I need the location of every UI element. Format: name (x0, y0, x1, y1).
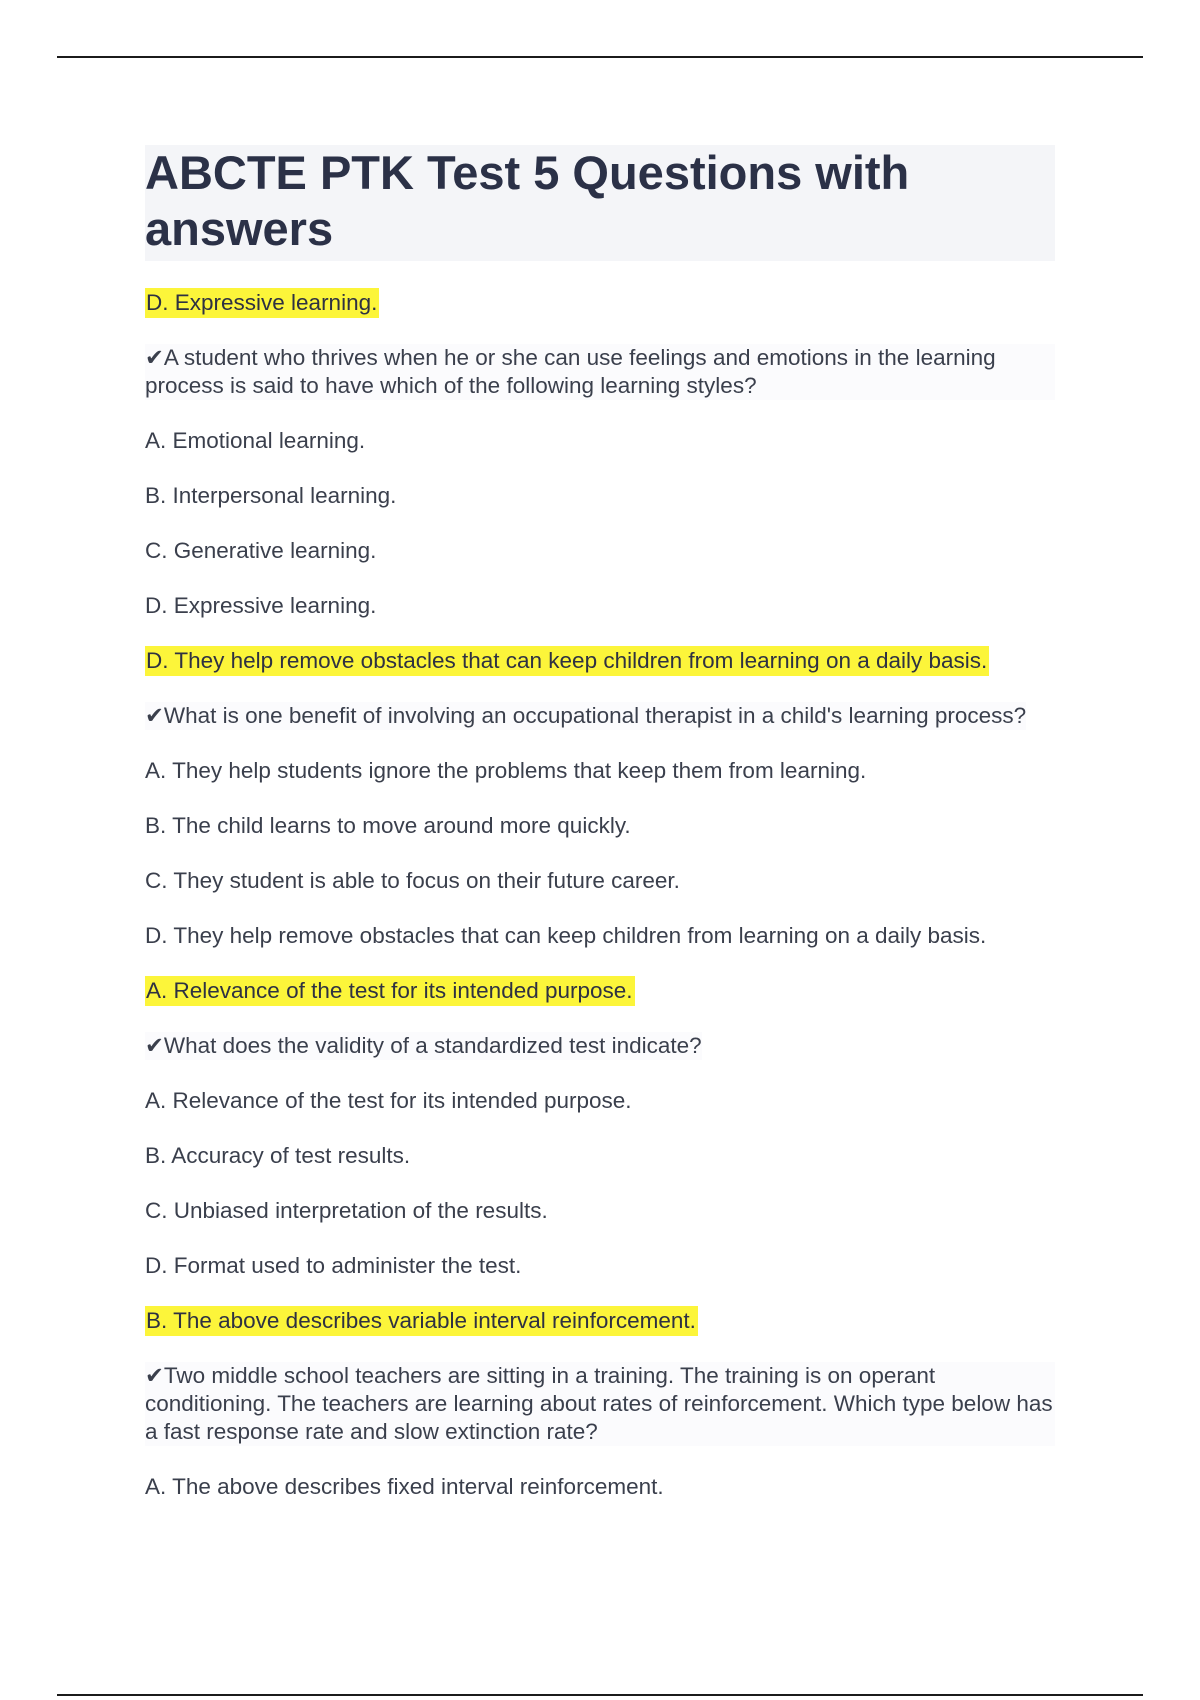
title-box (145, 145, 1055, 261)
answer-option: A. Emotional learning. (145, 428, 366, 453)
highlighted-answer: B. The above describes variable interval reinforcement. (145, 1307, 1055, 1335)
block-list (145, 289, 1059, 1501)
answer-option: A. They help students ignore the problems that keep them from learning. (145, 758, 867, 783)
answer-option: C. Unbiased interpretation of the results. (145, 1198, 548, 1223)
answer-option: C. Generative learning. (145, 538, 377, 563)
question-text: ✔What does the validity of a standardized test indicate? (145, 1033, 702, 1058)
answer-option: D. They help remove obstacles that can keep children from learning on a daily basis. (145, 923, 987, 948)
answer-option: A. The above describes fixed interval reinforcement. (145, 1474, 664, 1499)
answer-option: A. Relevance of the test for its intended purpose. (145, 1088, 632, 1113)
page-title: ABCTE PTK Test 5 Questions with answers (145, 146, 910, 255)
bottom-rule (57, 1694, 1143, 1696)
highlighted-answer: A. Relevance of the test for its intended purpose. (145, 977, 1055, 1005)
answer-option: D. Expressive learning. (145, 593, 377, 618)
highlighted-answer: D. They help remove obstacles that can keep children from learning on a daily basis. (145, 647, 1055, 675)
answer-option: B. The child learns to move around more quickly. (145, 813, 631, 838)
question-text: ✔Two middle school teachers are sitting in a training. The training is on operant conditioning. The teachers are learning about rates of reinforcement. Which type below has a fast response rate and slow extinction rate? (145, 1363, 1059, 1444)
document-body (145, 145, 1059, 1528)
question-text: ✔A student who thrives when he or she can use feelings and emotions in the learning process is said to have which of the following learning styles? (145, 344, 1055, 400)
answer-option: B. Accuracy of test results. (145, 1143, 411, 1168)
top-rule (57, 56, 1143, 58)
answer-option: B. Interpersonal learning. (145, 483, 397, 508)
answer-option: C. They student is able to focus on their future career. (145, 868, 680, 893)
answer-option: D. Format used to administer the test. (145, 1253, 522, 1278)
highlighted-answer: D. Expressive learning. (145, 289, 1055, 317)
question-text: ✔What is one benefit of involving an occupational therapist in a child's learning process? (145, 703, 1027, 728)
